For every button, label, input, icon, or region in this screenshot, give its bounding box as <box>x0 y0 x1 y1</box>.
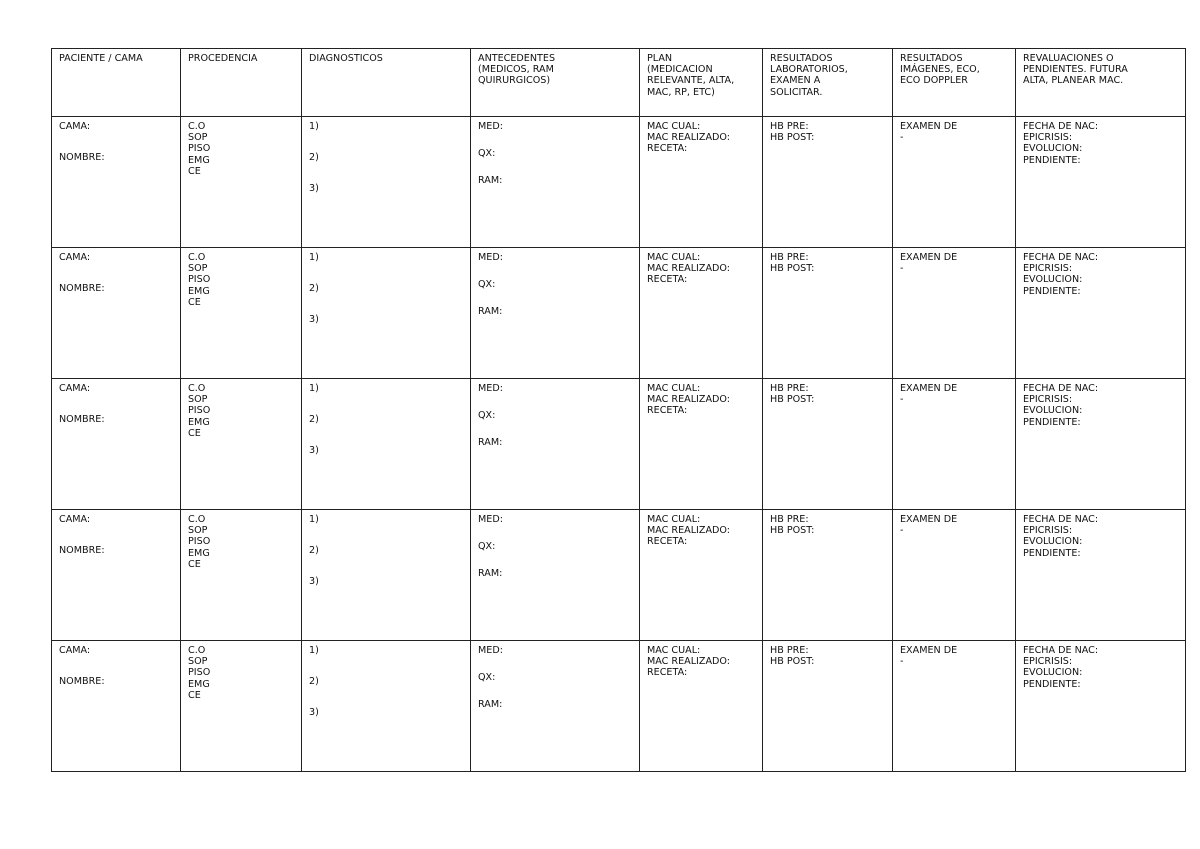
procedencia-option: SOP <box>188 263 208 275</box>
procedencia-option: C.O <box>188 645 206 656</box>
revaluacion-item: PENDIENTE: <box>1023 678 1081 690</box>
header-revaluaciones <box>1016 49 1186 117</box>
revaluacion-item: PENDIENTE: <box>1023 416 1081 428</box>
header-label: RESULTADOS IMÁGENES, ECO, ECO DOPPLER <box>900 53 980 87</box>
revaluacion-item: EPICRISIS: <box>1023 263 1073 275</box>
header-label: PLAN (MEDICACION RELEVANTE, ALTA, MAC, RP, ETC) <box>647 53 735 98</box>
procedencia-option: C.O <box>188 121 206 132</box>
cell-diagnosticos[interactable] <box>302 510 471 641</box>
diagnostico-item: 1) <box>309 121 319 132</box>
procedencia-option: PISO <box>188 667 211 679</box>
antecedente-item: MED: <box>478 383 503 394</box>
cell-paciente[interactable] <box>52 379 181 510</box>
procedencia-option: CE <box>188 427 201 439</box>
diagnostico-item: 1) <box>309 252 319 263</box>
cell-procedencia[interactable] <box>181 248 302 379</box>
cama-label: CAMA: <box>59 252 91 263</box>
cell-plan[interactable] <box>640 379 763 510</box>
revaluacion-item: PENDIENTE: <box>1023 547 1081 559</box>
revaluacion-item: FECHA DE NAC: <box>1023 121 1099 132</box>
procedencia-option: PISO <box>188 274 211 286</box>
antecedente-item: RAM: <box>478 175 503 187</box>
laboratorio-item: HB POST: <box>770 132 815 144</box>
nombre-label: NOMBRE: <box>59 283 105 295</box>
procedencia-option: EMG <box>188 154 210 166</box>
diagnostico-item: 2) <box>309 545 319 557</box>
laboratorio-item: HB PRE: <box>770 514 809 525</box>
cell-procedencia[interactable] <box>181 117 302 248</box>
imagenes-item: - <box>900 525 904 537</box>
revaluacion-item: FECHA DE NAC: <box>1023 514 1099 525</box>
antecedente-item: RAM: <box>478 306 503 318</box>
cell-imagenes[interactable] <box>893 510 1016 641</box>
antecedente-item: RAM: <box>478 699 503 711</box>
nombre-label: NOMBRE: <box>59 676 105 688</box>
plan-item: MAC REALIZADO: <box>647 263 731 275</box>
header-label: RESULTADOS LABORATORIOS, EXAMEN A SOLICITAR. <box>770 53 848 98</box>
laboratorio-item: HB PRE: <box>770 252 809 263</box>
diagnostico-item: 1) <box>309 383 319 394</box>
plan-item: MAC REALIZADO: <box>647 394 731 406</box>
procedencia-option: CE <box>188 165 201 177</box>
laboratorio-item: HB PRE: <box>770 645 809 656</box>
cell-laboratorio[interactable] <box>763 641 893 772</box>
plan-item: MAC REALIZADO: <box>647 525 731 537</box>
patient-row-5 <box>52 641 1186 772</box>
cell-imagenes[interactable] <box>893 379 1016 510</box>
revaluacion-item: EVOLUCION: <box>1023 274 1083 286</box>
patient-table <box>51 48 1186 772</box>
procedencia-option: C.O <box>188 252 206 263</box>
antecedente-item: RAM: <box>478 437 503 449</box>
header-imagenes <box>893 49 1016 117</box>
cell-imagenes[interactable] <box>893 248 1016 379</box>
cell-antecedentes[interactable] <box>471 248 640 379</box>
plan-item: RECETA: <box>647 274 688 286</box>
header-plan <box>640 49 763 117</box>
laboratorio-item: HB PRE: <box>770 121 809 132</box>
imagenes-item: EXAMEN DE <box>900 383 958 394</box>
plan-item: RECETA: <box>647 143 688 155</box>
procedencia-option: EMG <box>188 547 210 559</box>
cama-label: CAMA: <box>59 383 91 394</box>
procedencia-option: SOP <box>188 525 208 537</box>
plan-item: MAC CUAL: <box>647 121 701 132</box>
antecedente-item: QX: <box>478 279 496 291</box>
patient-row-2 <box>52 248 1186 379</box>
revaluacion-item: EVOLUCION: <box>1023 405 1083 417</box>
header-label: PROCEDENCIA <box>188 53 258 64</box>
plan-item: RECETA: <box>647 667 688 679</box>
header-label: PACIENTE / CAMA <box>59 53 143 64</box>
laboratorio-item: HB POST: <box>770 656 815 668</box>
procedencia-option: SOP <box>188 132 208 144</box>
cell-laboratorio[interactable] <box>763 248 893 379</box>
cell-laboratorio[interactable] <box>763 379 893 510</box>
cell-antecedentes[interactable] <box>471 510 640 641</box>
revaluacion-item: EVOLUCION: <box>1023 536 1083 548</box>
revaluacion-item: FECHA DE NAC: <box>1023 252 1099 263</box>
procedencia-option: SOP <box>188 656 208 668</box>
imagenes-item: EXAMEN DE <box>900 645 958 656</box>
antecedente-item: MED: <box>478 252 503 263</box>
cell-procedencia[interactable] <box>181 641 302 772</box>
antecedente-item: RAM: <box>478 568 503 580</box>
header-diagnosticos <box>302 49 471 117</box>
cell-imagenes[interactable] <box>893 117 1016 248</box>
header-label: REVALUACIONES O PENDIENTES. FUTURA ALTA, PLANEAR MAC. <box>1023 53 1128 87</box>
cama-label: CAMA: <box>59 514 91 525</box>
procedencia-option: SOP <box>188 394 208 406</box>
imagenes-item: EXAMEN DE <box>900 252 958 263</box>
header-label: DIAGNOSTICOS <box>309 53 383 64</box>
diagnostico-item: 3) <box>309 183 319 195</box>
procedencia-option: CE <box>188 689 201 701</box>
revaluacion-item: EVOLUCION: <box>1023 667 1083 679</box>
patient-row-4 <box>52 510 1186 641</box>
revaluacion-item: PENDIENTE: <box>1023 154 1081 166</box>
cell-plan[interactable] <box>640 641 763 772</box>
cell-plan[interactable] <box>640 117 763 248</box>
imagenes-item: - <box>900 132 904 144</box>
header-row <box>52 49 1186 117</box>
imagenes-item: - <box>900 656 904 668</box>
antecedente-item: QX: <box>478 410 496 422</box>
antecedente-item: QX: <box>478 148 496 160</box>
revaluacion-item: EPICRISIS: <box>1023 525 1073 537</box>
procedencia-option: EMG <box>188 285 210 297</box>
antecedente-item: QX: <box>478 672 496 684</box>
diagnostico-item: 2) <box>309 676 319 688</box>
revaluacion-item: PENDIENTE: <box>1023 285 1081 297</box>
plan-item: MAC CUAL: <box>647 383 701 394</box>
nombre-label: NOMBRE: <box>59 545 105 557</box>
header-antecedentes <box>471 49 640 117</box>
antecedente-item: MED: <box>478 121 503 132</box>
procedencia-option: PISO <box>188 536 211 548</box>
nombre-label: NOMBRE: <box>59 414 105 426</box>
cama-label: CAMA: <box>59 121 91 132</box>
cell-diagnosticos[interactable] <box>302 117 471 248</box>
plan-item: RECETA: <box>647 536 688 548</box>
plan-item: MAC REALIZADO: <box>647 132 731 144</box>
cell-procedencia[interactable] <box>181 510 302 641</box>
diagnostico-item: 1) <box>309 514 319 525</box>
cell-plan[interactable] <box>640 248 763 379</box>
diagnostico-item: 2) <box>309 283 319 295</box>
plan-item: MAC CUAL: <box>647 252 701 263</box>
procedencia-option: EMG <box>188 678 210 690</box>
revaluacion-item: EVOLUCION: <box>1023 143 1083 155</box>
cell-diagnosticos[interactable] <box>302 248 471 379</box>
cell-plan[interactable] <box>640 510 763 641</box>
plan-item: MAC CUAL: <box>647 645 701 656</box>
imagenes-item: - <box>900 263 904 275</box>
patient-row-1 <box>52 117 1186 248</box>
diagnostico-item: 3) <box>309 445 319 457</box>
revaluacion-item: EPICRISIS: <box>1023 132 1073 144</box>
laboratorio-item: HB POST: <box>770 263 815 275</box>
diagnostico-item: 2) <box>309 414 319 426</box>
plan-item: MAC REALIZADO: <box>647 656 731 668</box>
procedencia-option: CE <box>188 296 201 308</box>
cell-revaluaciones[interactable] <box>1016 641 1186 772</box>
cell-laboratorio[interactable] <box>763 117 893 248</box>
procedencia-option: EMG <box>188 416 210 428</box>
procedencia-option: C.O <box>188 383 206 394</box>
cell-revaluaciones[interactable] <box>1016 379 1186 510</box>
laboratorio-item: HB POST: <box>770 394 815 406</box>
imagenes-item: EXAMEN DE <box>900 514 958 525</box>
revaluacion-item: FECHA DE NAC: <box>1023 645 1099 656</box>
cell-antecedentes[interactable] <box>471 641 640 772</box>
imagenes-item: - <box>900 394 904 406</box>
cell-laboratorio[interactable] <box>763 510 893 641</box>
antecedente-item: MED: <box>478 645 503 656</box>
antecedente-item: QX: <box>478 541 496 553</box>
cell-imagenes[interactable] <box>893 641 1016 772</box>
header-laboratorio <box>763 49 893 117</box>
cell-paciente[interactable] <box>52 117 181 248</box>
cell-antecedentes[interactable] <box>471 379 640 510</box>
cell-revaluaciones[interactable] <box>1016 248 1186 379</box>
plan-item: RECETA: <box>647 405 688 417</box>
diagnostico-item: 3) <box>309 314 319 326</box>
procedencia-option: C.O <box>188 514 206 525</box>
header-label: ANTECEDENTES (MEDICOS, RAM QUIRURGICOS) <box>478 53 556 87</box>
laboratorio-item: HB POST: <box>770 525 815 537</box>
diagnostico-item: 3) <box>309 707 319 719</box>
nombre-label: NOMBRE: <box>59 152 105 164</box>
cell-paciente[interactable] <box>52 641 181 772</box>
revaluacion-item: EPICRISIS: <box>1023 394 1073 406</box>
header-procedencia <box>181 49 302 117</box>
cell-procedencia[interactable] <box>181 379 302 510</box>
revaluacion-item: EPICRISIS: <box>1023 656 1073 668</box>
diagnostico-item: 1) <box>309 645 319 656</box>
antecedente-item: MED: <box>478 514 503 525</box>
diagnostico-item: 2) <box>309 152 319 164</box>
cell-revaluaciones[interactable] <box>1016 117 1186 248</box>
imagenes-item: EXAMEN DE <box>900 121 958 132</box>
cell-diagnosticos[interactable] <box>302 641 471 772</box>
cell-paciente[interactable] <box>52 248 181 379</box>
procedencia-option: CE <box>188 558 201 570</box>
plan-item: MAC CUAL: <box>647 514 701 525</box>
cama-label: CAMA: <box>59 645 91 656</box>
cell-paciente[interactable] <box>52 510 181 641</box>
cell-diagnosticos[interactable] <box>302 379 471 510</box>
procedencia-option: PISO <box>188 143 211 155</box>
cell-antecedentes[interactable] <box>471 117 640 248</box>
header-paciente-cama <box>52 49 181 117</box>
patient-row-3 <box>52 379 1186 510</box>
cell-revaluaciones[interactable] <box>1016 510 1186 641</box>
revaluacion-item: FECHA DE NAC: <box>1023 383 1099 394</box>
laboratorio-item: HB PRE: <box>770 383 809 394</box>
procedencia-option: PISO <box>188 405 211 417</box>
diagnostico-item: 3) <box>309 576 319 588</box>
